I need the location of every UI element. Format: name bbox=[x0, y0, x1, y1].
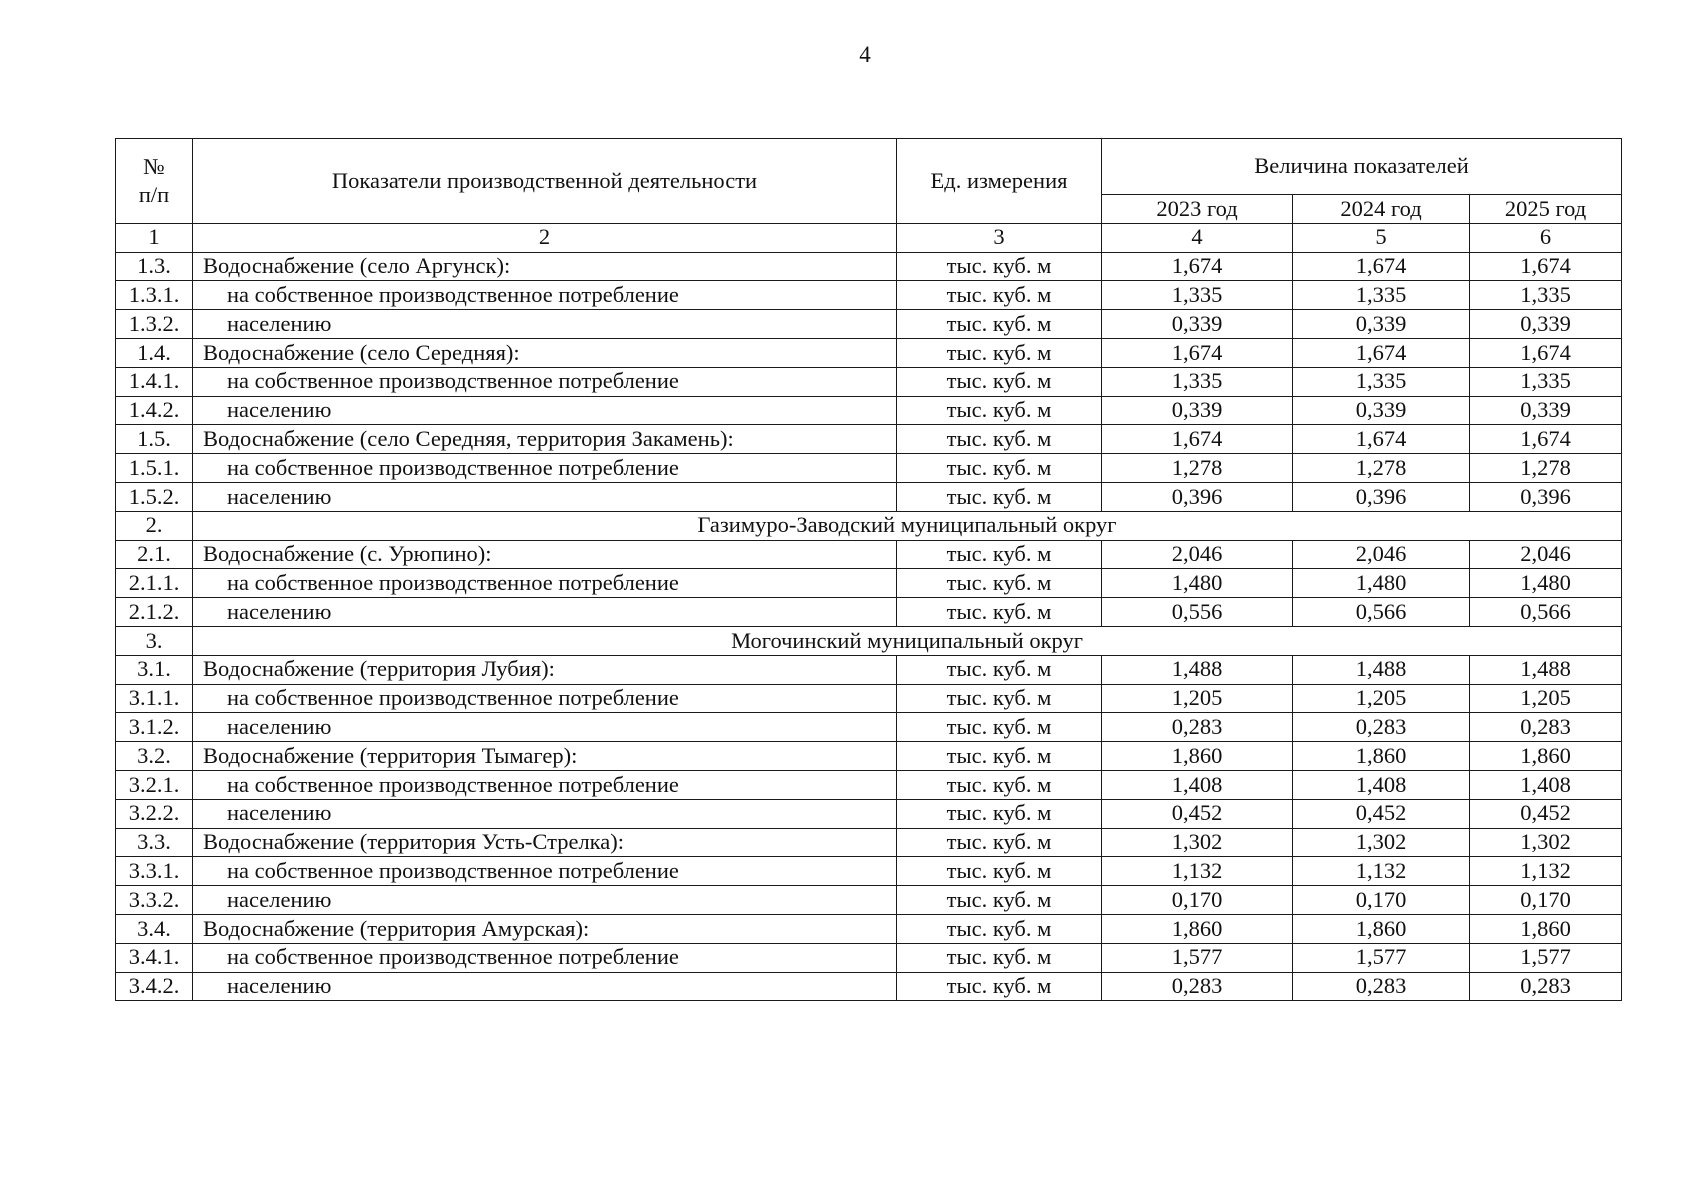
section-title: Могочинский муниципальный округ bbox=[193, 626, 1622, 655]
value-2023: 1,674 bbox=[1102, 425, 1293, 454]
value-2025: 1,480 bbox=[1470, 569, 1622, 598]
value-2024: 1,132 bbox=[1293, 857, 1470, 886]
unit-cell: тыс. куб. м bbox=[897, 684, 1102, 713]
table-row bbox=[116, 482, 1622, 511]
row-number: 3.1.2. bbox=[116, 713, 193, 742]
row-number: 3.2. bbox=[116, 742, 193, 771]
row-number: 3.1. bbox=[116, 655, 193, 684]
value-2023: 0,556 bbox=[1102, 598, 1293, 627]
value-2025: 1,674 bbox=[1470, 425, 1622, 454]
value-2023: 0,170 bbox=[1102, 886, 1293, 915]
value-2025: 1,674 bbox=[1470, 338, 1622, 367]
row-number: 3.2.1. bbox=[116, 770, 193, 799]
row-number: 3.3.1. bbox=[116, 857, 193, 886]
value-2025: 0,283 bbox=[1470, 713, 1622, 742]
indicator-name: населению bbox=[193, 972, 897, 1001]
indicator-name: Водоснабжение (село Середняя, территория Закамень): bbox=[193, 425, 897, 454]
table-row bbox=[116, 338, 1622, 367]
value-2024: 0,396 bbox=[1293, 482, 1470, 511]
value-2024: 0,566 bbox=[1293, 598, 1470, 627]
indicators-table bbox=[115, 138, 1622, 1001]
value-2025: 1,860 bbox=[1470, 742, 1622, 771]
value-2024: 1,335 bbox=[1293, 367, 1470, 396]
value-2023: 0,396 bbox=[1102, 482, 1293, 511]
value-2025: 1,674 bbox=[1470, 252, 1622, 281]
value-2023: 1,577 bbox=[1102, 943, 1293, 972]
unit-cell: тыс. куб. м bbox=[897, 943, 1102, 972]
indicator-name: на собственное производственное потребление bbox=[193, 770, 897, 799]
table-row bbox=[116, 598, 1622, 627]
row-number: 2.1.1. bbox=[116, 569, 193, 598]
row-number: 2.1.2. bbox=[116, 598, 193, 627]
table-row bbox=[116, 396, 1622, 425]
unit-cell: тыс. куб. м bbox=[897, 281, 1102, 310]
section-row bbox=[116, 511, 1622, 540]
value-2024: 0,283 bbox=[1293, 972, 1470, 1001]
indicator-name: Водоснабжение (территория Усть-Стрелка): bbox=[193, 828, 897, 857]
table-row bbox=[116, 886, 1622, 915]
table-row bbox=[116, 310, 1622, 339]
table-row bbox=[116, 914, 1622, 943]
header-values-group: Величина показателей bbox=[1102, 139, 1622, 195]
row-number: 1.5. bbox=[116, 425, 193, 454]
value-2023: 0,339 bbox=[1102, 396, 1293, 425]
page-number: 4 bbox=[859, 42, 871, 67]
table-row bbox=[116, 799, 1622, 828]
unit-cell: тыс. куб. м bbox=[897, 310, 1102, 339]
value-2025: 1,335 bbox=[1470, 367, 1622, 396]
indicator-name: Водоснабжение (территория Тымагер): bbox=[193, 742, 897, 771]
indicator-name: населению bbox=[193, 310, 897, 339]
value-2025: 1,860 bbox=[1470, 914, 1622, 943]
section-row bbox=[116, 626, 1622, 655]
indicator-name: населению bbox=[193, 598, 897, 627]
indicator-name: Водоснабжение (территория Амурская): bbox=[193, 914, 897, 943]
row-number: 3.2.2. bbox=[116, 799, 193, 828]
indicator-name: населению bbox=[193, 713, 897, 742]
unit-cell: тыс. куб. м bbox=[897, 454, 1102, 483]
value-2024: 0,283 bbox=[1293, 713, 1470, 742]
header-number-line1: № bbox=[143, 153, 165, 179]
value-2025: 0,396 bbox=[1470, 482, 1622, 511]
unit-cell: тыс. куб. м bbox=[897, 972, 1102, 1001]
indicator-name: на собственное производственное потребление bbox=[193, 684, 897, 713]
value-2023: 2,046 bbox=[1102, 540, 1293, 569]
unit-cell: тыс. куб. м bbox=[897, 425, 1102, 454]
row-number: 3.4.1. bbox=[116, 943, 193, 972]
unit-cell: тыс. куб. м bbox=[897, 770, 1102, 799]
header-unit: Ед. измерения bbox=[897, 139, 1102, 224]
header-number-line2: п/п bbox=[138, 181, 170, 207]
indicator-name: населению bbox=[193, 799, 897, 828]
value-2025: 2,046 bbox=[1470, 540, 1622, 569]
value-2024: 1,488 bbox=[1293, 655, 1470, 684]
header-number bbox=[116, 139, 193, 224]
table-row bbox=[116, 857, 1622, 886]
unit-cell: тыс. куб. м bbox=[897, 886, 1102, 915]
unit-cell: тыс. куб. м bbox=[897, 799, 1102, 828]
value-2023: 1,302 bbox=[1102, 828, 1293, 857]
value-2025: 0,283 bbox=[1470, 972, 1622, 1001]
unit-cell: тыс. куб. м bbox=[897, 367, 1102, 396]
row-number: 2.1. bbox=[116, 540, 193, 569]
unit-cell: тыс. куб. м bbox=[897, 655, 1102, 684]
value-2025: 1,488 bbox=[1470, 655, 1622, 684]
value-2024: 1,278 bbox=[1293, 454, 1470, 483]
value-2024: 1,205 bbox=[1293, 684, 1470, 713]
header-year-2023: 2023 год bbox=[1102, 195, 1293, 224]
table-row bbox=[116, 281, 1622, 310]
value-2024: 0,452 bbox=[1293, 799, 1470, 828]
value-2024: 1,335 bbox=[1293, 281, 1470, 310]
indicator-name: Водоснабжение (с. Урюпино): bbox=[193, 540, 897, 569]
table-row bbox=[116, 569, 1622, 598]
column-number: 5 bbox=[1293, 223, 1470, 252]
value-2023: 1,488 bbox=[1102, 655, 1293, 684]
value-2024: 1,408 bbox=[1293, 770, 1470, 799]
value-2024: 1,302 bbox=[1293, 828, 1470, 857]
value-2025: 0,339 bbox=[1470, 396, 1622, 425]
table-body bbox=[116, 252, 1622, 1001]
header-year-2024: 2024 год bbox=[1293, 195, 1470, 224]
table-row bbox=[116, 972, 1622, 1001]
value-2024: 0,339 bbox=[1293, 310, 1470, 339]
value-2025: 1,205 bbox=[1470, 684, 1622, 713]
row-number: 1.4.2. bbox=[116, 396, 193, 425]
value-2025: 0,339 bbox=[1470, 310, 1622, 339]
column-number: 1 bbox=[116, 223, 193, 252]
value-2023: 1,335 bbox=[1102, 281, 1293, 310]
row-number: 3.1.1. bbox=[116, 684, 193, 713]
column-number: 4 bbox=[1102, 223, 1293, 252]
indicator-name: населению bbox=[193, 886, 897, 915]
value-2024: 1,860 bbox=[1293, 742, 1470, 771]
table-row bbox=[116, 713, 1622, 742]
value-2024: 0,339 bbox=[1293, 396, 1470, 425]
indicator-name: Водоснабжение (село Середняя): bbox=[193, 338, 897, 367]
value-2023: 1,860 bbox=[1102, 742, 1293, 771]
unit-cell: тыс. куб. м bbox=[897, 742, 1102, 771]
table-row bbox=[116, 828, 1622, 857]
row-number: 1.4. bbox=[116, 338, 193, 367]
value-2023: 0,339 bbox=[1102, 310, 1293, 339]
value-2025: 1,577 bbox=[1470, 943, 1622, 972]
value-2025: 1,335 bbox=[1470, 281, 1622, 310]
value-2024: 1,577 bbox=[1293, 943, 1470, 972]
value-2025: 0,170 bbox=[1470, 886, 1622, 915]
value-2025: 1,408 bbox=[1470, 770, 1622, 799]
row-number: 2. bbox=[116, 511, 193, 540]
row-number: 3.3. bbox=[116, 828, 193, 857]
column-number: 2 bbox=[193, 223, 897, 252]
table-row bbox=[116, 454, 1622, 483]
indicator-name: Водоснабжение (территория Лубия): bbox=[193, 655, 897, 684]
value-2024: 2,046 bbox=[1293, 540, 1470, 569]
row-number: 3.4.2. bbox=[116, 972, 193, 1001]
table-row bbox=[116, 770, 1622, 799]
section-title: Газимуро-Заводский муниципальный округ bbox=[193, 511, 1622, 540]
row-number: 3. bbox=[116, 626, 193, 655]
value-2023: 1,674 bbox=[1102, 338, 1293, 367]
value-2025: 0,566 bbox=[1470, 598, 1622, 627]
table-row bbox=[116, 540, 1622, 569]
indicator-name: Водоснабжение (село Аргунск): bbox=[193, 252, 897, 281]
value-2023: 1,860 bbox=[1102, 914, 1293, 943]
indicator-name: населению bbox=[193, 396, 897, 425]
header-indicator: Показатели производственной деятельности bbox=[193, 139, 897, 224]
unit-cell: тыс. куб. м bbox=[897, 482, 1102, 511]
column-number: 3 bbox=[897, 223, 1102, 252]
value-2023: 0,452 bbox=[1102, 799, 1293, 828]
value-2024: 1,860 bbox=[1293, 914, 1470, 943]
value-2024: 1,674 bbox=[1293, 425, 1470, 454]
unit-cell: тыс. куб. м bbox=[897, 857, 1102, 886]
value-2023: 1,674 bbox=[1102, 252, 1293, 281]
value-2023: 1,278 bbox=[1102, 454, 1293, 483]
table-row bbox=[116, 742, 1622, 771]
unit-cell: тыс. куб. м bbox=[897, 338, 1102, 367]
row-number: 3.4. bbox=[116, 914, 193, 943]
value-2024: 1,674 bbox=[1293, 252, 1470, 281]
indicator-name: на собственное производственное потребление bbox=[193, 367, 897, 396]
indicator-name: на собственное производственное потребление bbox=[193, 281, 897, 310]
row-number: 1.3. bbox=[116, 252, 193, 281]
column-number: 6 bbox=[1470, 223, 1622, 252]
value-2024: 0,170 bbox=[1293, 886, 1470, 915]
value-2025: 1,132 bbox=[1470, 857, 1622, 886]
indicator-name: населению bbox=[193, 482, 897, 511]
unit-cell: тыс. куб. м bbox=[897, 713, 1102, 742]
value-2025: 0,452 bbox=[1470, 799, 1622, 828]
value-2024: 1,674 bbox=[1293, 338, 1470, 367]
value-2023: 1,480 bbox=[1102, 569, 1293, 598]
table-row bbox=[116, 425, 1622, 454]
row-number: 1.5.2. bbox=[116, 482, 193, 511]
value-2024: 1,480 bbox=[1293, 569, 1470, 598]
indicator-name: на собственное производственное потребление bbox=[193, 454, 897, 483]
indicator-name: на собственное производственное потребление bbox=[193, 569, 897, 598]
value-2023: 1,408 bbox=[1102, 770, 1293, 799]
row-number: 1.4.1. bbox=[116, 367, 193, 396]
table-row bbox=[116, 252, 1622, 281]
column-numbers-row bbox=[116, 223, 1622, 252]
table-row bbox=[116, 655, 1622, 684]
value-2023: 0,283 bbox=[1102, 972, 1293, 1001]
unit-cell: тыс. куб. м bbox=[897, 540, 1102, 569]
value-2023: 1,205 bbox=[1102, 684, 1293, 713]
table-row bbox=[116, 367, 1622, 396]
value-2025: 1,302 bbox=[1470, 828, 1622, 857]
table-row bbox=[116, 684, 1622, 713]
unit-cell: тыс. куб. м bbox=[897, 598, 1102, 627]
indicator-name: на собственное производственное потребление bbox=[193, 857, 897, 886]
header-year-2025: 2025 год bbox=[1470, 195, 1622, 224]
table-header bbox=[116, 139, 1622, 253]
table-row bbox=[116, 943, 1622, 972]
indicator-name: на собственное производственное потребление bbox=[193, 943, 897, 972]
unit-cell: тыс. куб. м bbox=[897, 828, 1102, 857]
unit-cell: тыс. куб. м bbox=[897, 252, 1102, 281]
value-2023: 1,132 bbox=[1102, 857, 1293, 886]
unit-cell: тыс. куб. м bbox=[897, 396, 1102, 425]
row-number: 3.3.2. bbox=[116, 886, 193, 915]
value-2025: 1,278 bbox=[1470, 454, 1622, 483]
value-2023: 0,283 bbox=[1102, 713, 1293, 742]
row-number: 1.5.1. bbox=[116, 454, 193, 483]
value-2023: 1,335 bbox=[1102, 367, 1293, 396]
unit-cell: тыс. куб. м bbox=[897, 569, 1102, 598]
row-number: 1.3.1. bbox=[116, 281, 193, 310]
row-number: 1.3.2. bbox=[116, 310, 193, 339]
unit-cell: тыс. куб. м bbox=[897, 914, 1102, 943]
